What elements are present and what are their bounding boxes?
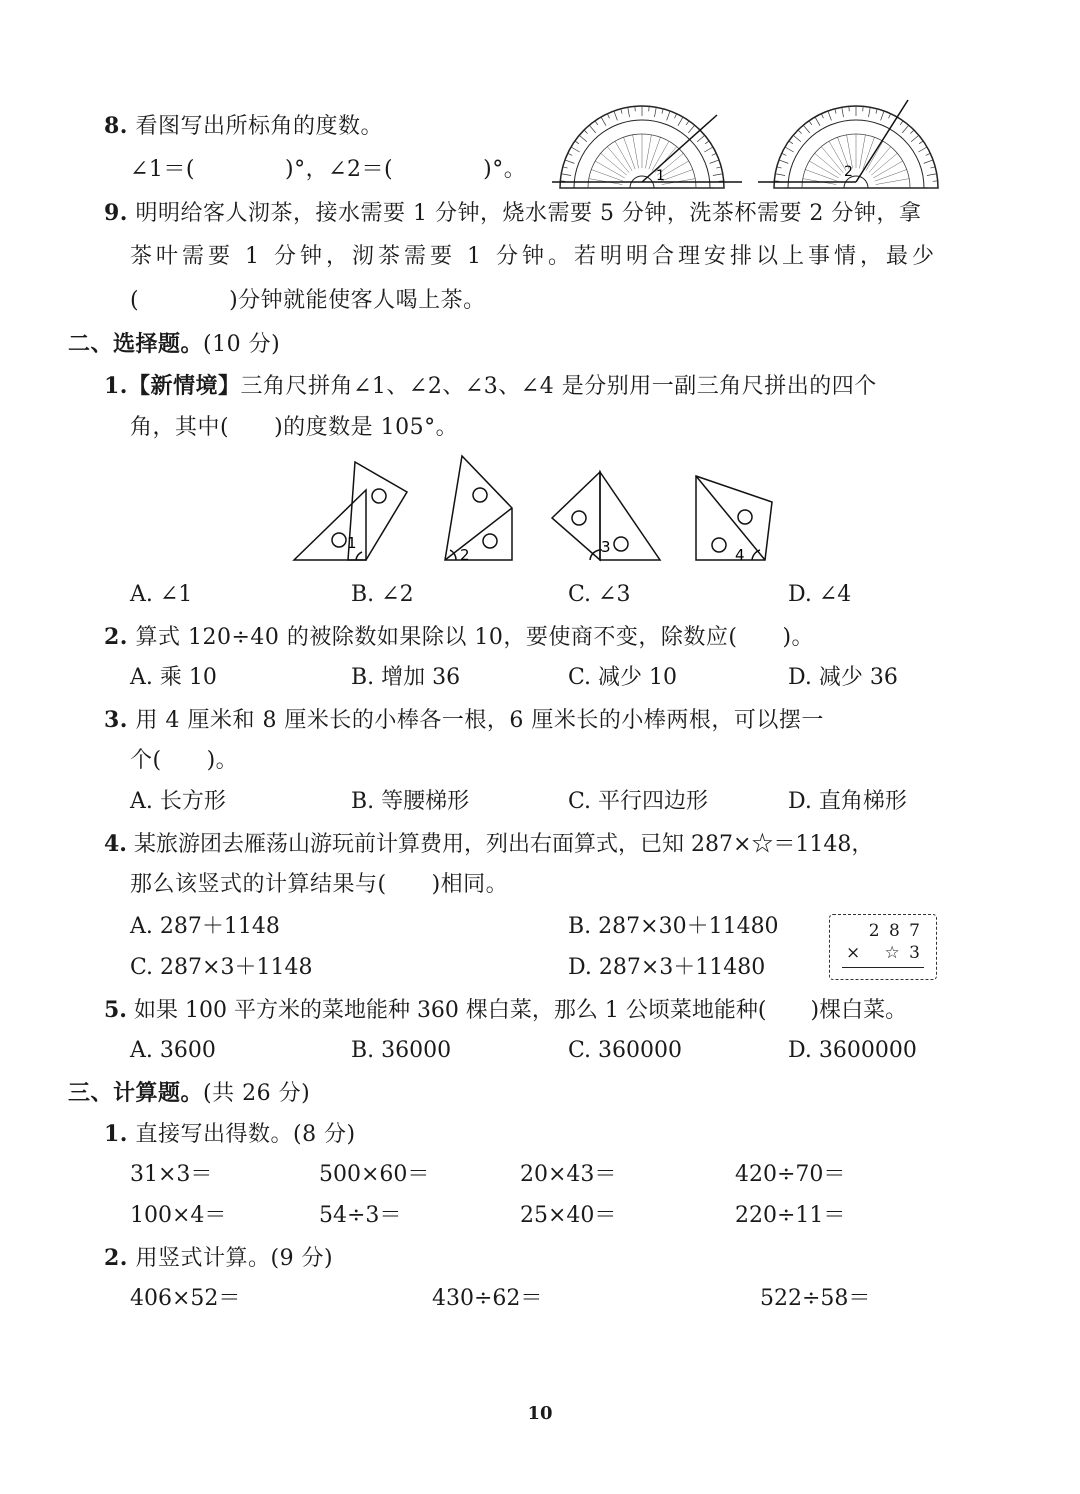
section-2-score: (10 分) (203, 332, 281, 357)
protractor-tick (876, 109, 877, 114)
c5-option-b: B. 36000 (351, 1038, 452, 1063)
k1-number: 1. (104, 1121, 128, 1147)
protractor-tick (575, 141, 579, 144)
c4-text-1: 某旅游团去雁荡山游玩前计算费用，列出右面算式，已知 287×☆＝1148， (133, 832, 874, 857)
c1-text-2: 角，其中( )的度数是 105°。 (130, 415, 459, 440)
c1-tag: 【新情境】 (127, 373, 241, 399)
k1-item-5: 100×4＝ (130, 1203, 227, 1228)
protractor-tick (595, 121, 598, 125)
protractor-ray (876, 179, 909, 185)
k2-item-2: 430÷62＝ (432, 1286, 543, 1311)
protractor-ray (633, 135, 639, 168)
protractor-tick (775, 174, 785, 176)
vertical-rule (842, 967, 924, 968)
vertical-bottom-number: ☆ 3 (884, 943, 922, 963)
protractor-tick (782, 153, 787, 155)
q9-number: 9. (104, 200, 128, 226)
protractor-ray (624, 137, 636, 169)
protractor-ray (649, 137, 661, 169)
protractor-ray (645, 135, 651, 168)
protractor-tick (798, 130, 802, 134)
protractor-tick (704, 147, 713, 152)
protractor-tick (710, 160, 719, 163)
protractor-tick (697, 135, 705, 141)
protractor-1 (552, 106, 742, 188)
protractor-tick (561, 174, 571, 176)
section-2-heading (68, 329, 280, 360)
q9-text-2: 茶叶需要 1 分钟，沏茶需要 1 分钟。若明明合理安排以上事情，最少 (130, 244, 938, 269)
protractor-tick (705, 141, 709, 144)
protractor-ray (661, 170, 693, 182)
protractor-tick (716, 167, 721, 168)
protractor-tick (563, 167, 568, 168)
protractor-tick (571, 147, 580, 152)
c3-text-2: 个( )。 (130, 748, 239, 773)
figure-label-2: 2 (460, 546, 470, 564)
c1-text-1: 三角尺拼角∠1、∠2、∠3、∠4 是分别用一副三角尺拼出的四个 (240, 374, 877, 399)
protractor-tick (835, 109, 836, 114)
protractor-tick (809, 121, 812, 125)
c2-line (104, 622, 814, 653)
c5-option-c: C. 360000 (568, 1038, 683, 1063)
page-number: 10 (527, 1403, 553, 1424)
figure-angle-2 (445, 456, 512, 560)
k1-item-2: 500×60＝ (319, 1162, 430, 1187)
protractor-tick (777, 167, 782, 168)
protractor-tick (926, 153, 931, 155)
c1-option-d: D. ∠4 (788, 582, 852, 607)
c3-line1 (104, 705, 824, 736)
figure-label-3: 3 (601, 538, 611, 556)
q8-answer: ∠1＝( )°，∠2＝( )°。 (130, 157, 527, 182)
q8-line (104, 111, 383, 142)
protractor-tick (662, 109, 663, 114)
protractor-tick (930, 167, 935, 168)
k1-item-4: 420÷70＝ (735, 1162, 846, 1187)
protractor-tick (842, 107, 844, 117)
c4-option-c: C. 287×3＋1148 (130, 955, 313, 980)
protractor-tick (789, 141, 793, 144)
c4-line1 (104, 829, 873, 860)
c5-line (104, 995, 907, 1026)
protractor-tick (601, 117, 606, 126)
protractor-tick (667, 111, 670, 120)
protractor-tick (614, 111, 617, 120)
k1-score: (8 分) (292, 1122, 356, 1147)
protractor-tick (902, 125, 908, 133)
c3-option-b: B. 等腰梯形 (351, 789, 470, 814)
protractor-ray (805, 170, 837, 182)
q9-text-1: 明明给客人沏茶，接水需要 1 分钟，烧水需要 5 分钟，洗茶杯需要 2 分钟，拿 (135, 201, 922, 226)
protractor-tick (924, 160, 933, 163)
c4-option-a: A. 287＋1148 (130, 914, 280, 939)
set-square-figures (290, 452, 780, 572)
protractor-tick (900, 121, 903, 125)
protractor-tick (712, 153, 717, 155)
q9-line1 (104, 198, 921, 229)
figure-label-4: 4 (735, 546, 745, 564)
q8-text: 看图写出所标角的度数。 (135, 114, 383, 139)
k1-item-3: 20×43＝ (520, 1162, 617, 1187)
angle-1-label: 1 (656, 168, 665, 184)
c3-option-c: C. 平行四边形 (568, 789, 709, 814)
k2-line (104, 1243, 333, 1274)
protractor-tick (927, 174, 937, 176)
c1-option-c: C. ∠3 (568, 582, 631, 607)
protractor-ray (859, 135, 865, 168)
protractor-ray (591, 170, 623, 182)
angle-2-label: 2 (844, 164, 853, 180)
k2-score: (9 分) (270, 1246, 334, 1271)
c3-option-a: A. 长方形 (130, 789, 226, 814)
figure-label-1: 1 (347, 534, 357, 552)
k1-line (104, 1119, 356, 1150)
protractor-tick (584, 130, 588, 134)
k1-item-7: 25×40＝ (520, 1203, 617, 1228)
protractor-2 (758, 100, 938, 188)
protractor-tick (589, 125, 595, 133)
section-3-score: (共 26 分) (203, 1081, 311, 1106)
section-3-heading (68, 1078, 310, 1109)
protractor-figures (552, 92, 952, 192)
c2-option-b: B. 增加 36 (351, 665, 461, 690)
figure-angle-4 (696, 476, 772, 560)
protractor-tick (828, 111, 831, 120)
protractor-tick (918, 147, 927, 152)
protractor-tick (869, 107, 871, 117)
c5-number: 5. (104, 997, 127, 1023)
k1-item-8: 220÷11＝ (735, 1203, 846, 1228)
protractor-tick (793, 135, 801, 141)
k1-item-1: 31×3＝ (130, 1162, 213, 1187)
protractor-tick (815, 117, 820, 126)
protractor-tick (628, 107, 630, 117)
protractor-tick (675, 114, 677, 119)
k2-item-3: 522÷58＝ (760, 1286, 871, 1311)
c3-text-1: 用 4 厘米和 8 厘米长的小棒各一根，6 厘米长的小棒两根，可以摆一 (135, 708, 824, 733)
protractor-tick (889, 114, 891, 119)
protractor-ray (863, 137, 875, 169)
k2-item-1: 406×52＝ (130, 1286, 241, 1311)
protractor-tick (678, 117, 683, 126)
k1-text: 直接写出得数。 (135, 1122, 293, 1147)
k2-text: 用竖式计算。 (135, 1246, 271, 1271)
protractor-tick (579, 135, 587, 141)
protractor-tick (881, 111, 884, 120)
protractor-tick (919, 141, 923, 144)
c2-option-c: C. 减少 10 (568, 665, 678, 690)
c5-option-a: A. 3600 (130, 1038, 216, 1063)
c5-option-d: D. 3600000 (788, 1038, 917, 1063)
protractor-tick (568, 153, 573, 155)
c4-number: 4. (104, 831, 127, 857)
c2-text: 算式 120÷40 的被除数如果除以 10，要使商不变，除数应( )。 (135, 625, 815, 650)
q8-number: 8. (104, 113, 128, 139)
section-3-title: 三、计算题。 (68, 1080, 204, 1106)
protractor-tick (621, 109, 622, 114)
c4-option-d: D. 287×3＋11480 (568, 955, 766, 980)
protractor-tick (565, 160, 574, 163)
c1-number: 1. (104, 373, 128, 399)
protractor-tick (655, 107, 657, 117)
c3-option-d: D. 直角梯形 (788, 789, 907, 814)
protractor-tick (686, 121, 689, 125)
c2-option-a: A. 乘 10 (130, 665, 217, 690)
c4-option-b: B. 287×30＋11480 (568, 914, 779, 939)
c4-text-2: 那么该竖式的计算结果与( )相同。 (130, 872, 509, 897)
k2-number: 2. (104, 1245, 128, 1271)
protractor-tick (607, 114, 609, 119)
c1-line1 (104, 371, 877, 402)
protractor-tick (688, 125, 694, 133)
section-2-title: 二、选择题。 (68, 331, 204, 357)
protractor-tick (785, 147, 794, 152)
vertical-top-number: 2 8 7 (868, 921, 922, 941)
c3-number: 3. (104, 707, 128, 733)
c1-option-b: B. ∠2 (351, 582, 414, 607)
protractor-tick (803, 125, 809, 133)
q9-text-3: ( )分钟就能使客人喝上茶。 (130, 288, 486, 313)
c2-option-d: D. 减少 36 (788, 665, 898, 690)
c1-option-a: A. ∠1 (130, 582, 193, 607)
protractor-tick (911, 135, 919, 141)
protractor-tick (779, 160, 788, 163)
vertical-times-sign: × (846, 943, 861, 963)
vertical-multiplication-box (829, 914, 937, 980)
k1-item-6: 54÷3＝ (319, 1203, 402, 1228)
c2-number: 2. (104, 624, 128, 650)
protractor-tick (821, 114, 823, 119)
protractor-ray (875, 170, 907, 182)
protractor-tick (713, 174, 723, 176)
protractor-tick (910, 130, 914, 134)
c5-text: 如果 100 平方米的菜地能种 360 棵白菜，那么 1 公顷菜地能种( )棵白菜。 (133, 998, 908, 1023)
